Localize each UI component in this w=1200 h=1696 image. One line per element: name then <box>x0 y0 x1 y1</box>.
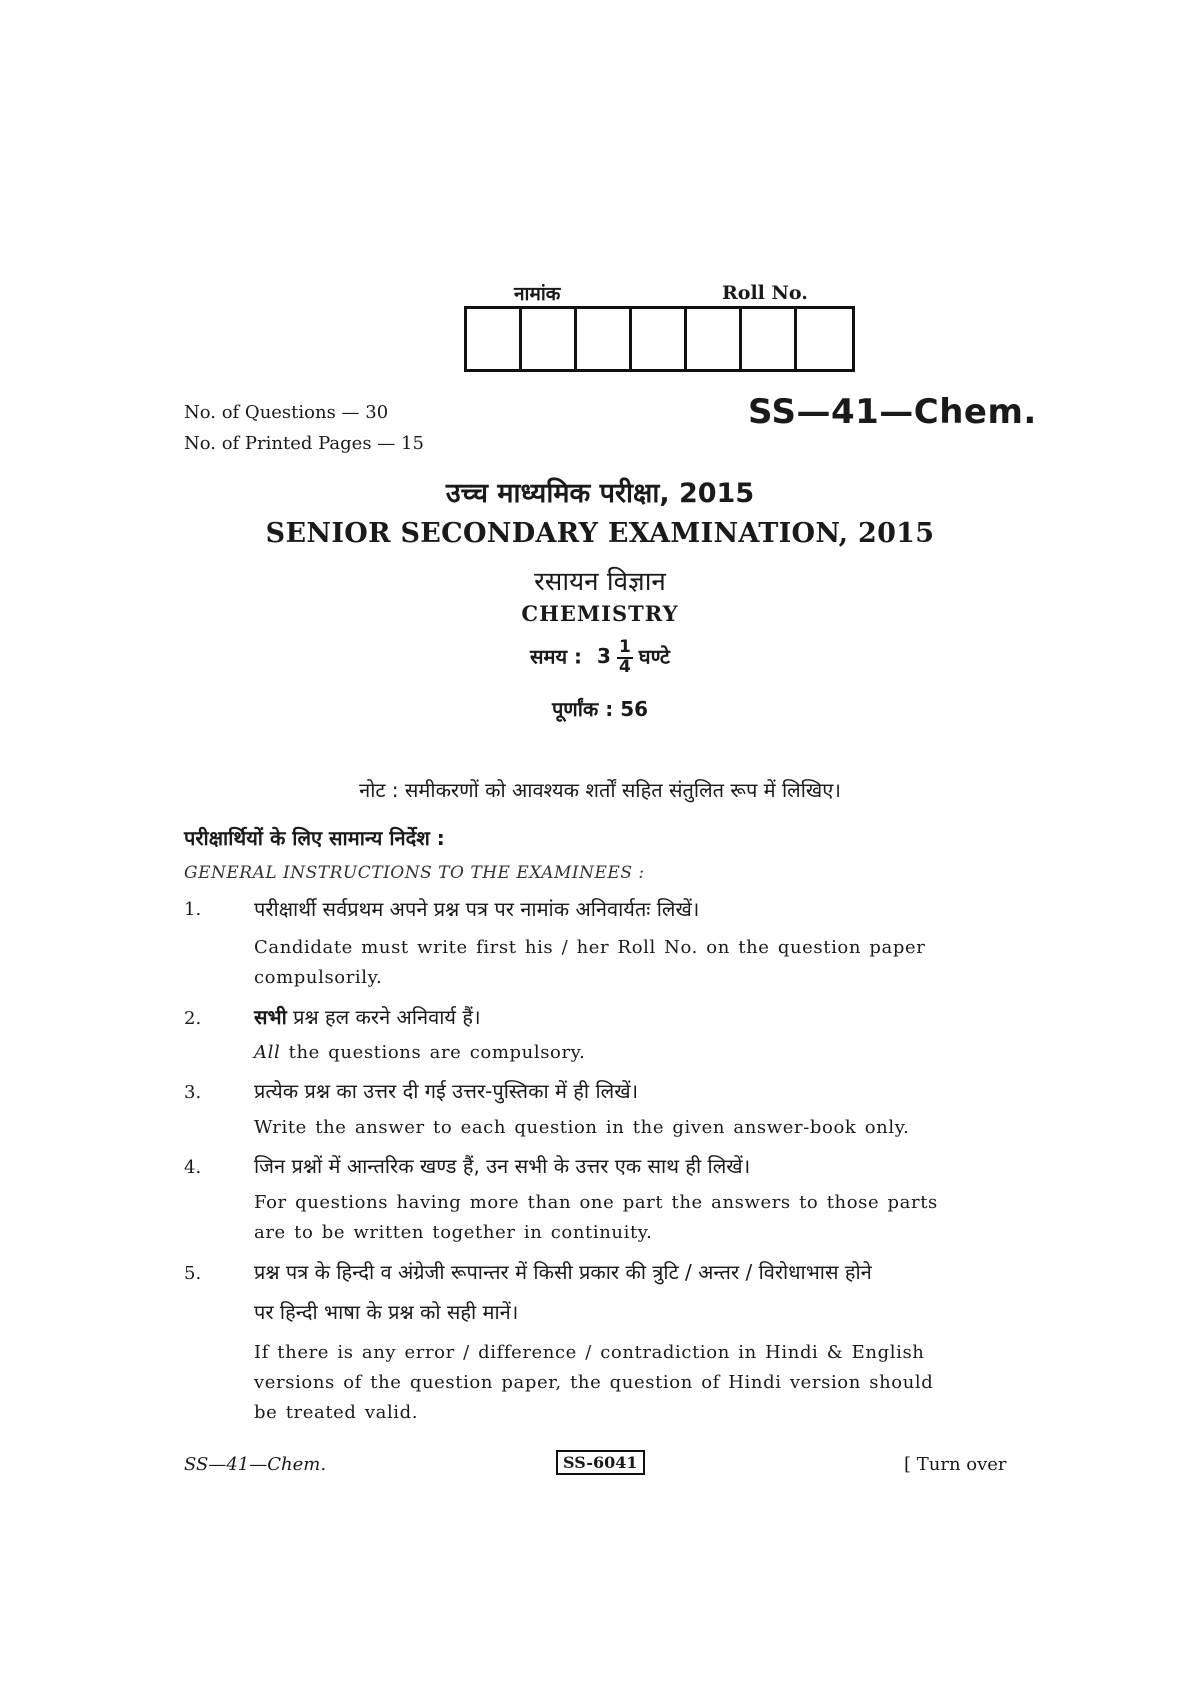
emphasis-all-english: All <box>254 1042 281 1063</box>
instruction-hindi: प्रश्न पत्र के हिन्दी व अंग्रेजी रूपान्तर में किसी प्रकार की त्रुटि / अन्तर / विरोधाभास होने <box>254 1260 872 1284</box>
roll-number-box[interactable] <box>797 309 852 369</box>
instruction-english: compulsorily. <box>254 967 383 988</box>
emphasis-all-hindi: सभी <box>254 1005 287 1029</box>
roll-label-english: Roll No. <box>722 282 808 304</box>
roll-number-box[interactable] <box>632 309 687 369</box>
roll-number-box[interactable] <box>522 309 577 369</box>
instructions-heading-hindi: परीक्षार्थियों के लिए सामान्य निर्देश : <box>184 826 445 850</box>
roll-number-box[interactable] <box>687 309 742 369</box>
fraction-numerator: 1 <box>618 637 631 657</box>
instruction-english: If there is any error / difference / contradiction in Hindi & English <box>254 1342 925 1363</box>
instruction-number: 1. <box>184 899 202 920</box>
time-allowed <box>0 639 1200 677</box>
instruction-hindi: पर हिन्दी भाषा के प्रश्न को सही मानें। <box>254 1300 519 1324</box>
roll-number-box[interactable] <box>577 309 632 369</box>
instruction-english: are to be written together in continuity. <box>254 1222 653 1243</box>
subject-title-english: CHEMISTRY <box>521 601 679 626</box>
subject-title-hindi: रसायन विज्ञान <box>534 567 666 597</box>
time-fraction <box>617 639 633 677</box>
full-marks: पूर्णांक : 56 <box>551 697 649 721</box>
paper-code: SS—41—Chem. <box>748 392 1037 432</box>
instruction-english: be treated valid. <box>254 1402 419 1423</box>
number-of-printed-pages: No. of Printed Pages — 15 <box>184 433 424 454</box>
time-whole: 3 <box>597 644 611 669</box>
roll-number-box[interactable] <box>742 309 797 369</box>
number-of-questions: No. of Questions — 30 <box>184 402 389 423</box>
footer-series-code: SS-6041 <box>556 1450 645 1475</box>
fraction-denominator: 4 <box>618 656 631 677</box>
instruction-english: versions of the question paper, the question of Hindi version should <box>254 1372 934 1393</box>
instruction-number: 2. <box>184 1008 202 1029</box>
instruction-hindi <box>254 1003 481 1030</box>
footer-paper-code: SS—41—Chem. <box>184 1454 327 1475</box>
instruction-hindi: परीक्षार्थी सर्वप्रथम अपने प्रश्न पत्र पर नामांक अनिवार्यतः लिखें। <box>254 897 700 921</box>
footer-center <box>556 1452 645 1473</box>
exam-title-hindi: उच्च माध्यमिक परीक्षा, 2015 <box>445 478 755 509</box>
instruction-english <box>254 1038 1024 1068</box>
turn-over: [ Turn over <box>904 1454 1007 1475</box>
instruction-english: Candidate must write first his / her Roll No. on the question paper <box>254 937 926 958</box>
time-unit: घण्टे <box>638 644 670 669</box>
instruction-number: 4. <box>184 1157 202 1178</box>
instruction-number: 3. <box>184 1082 202 1103</box>
instruction-hindi: जिन प्रश्नों में आन्तरिक खण्ड हैं, उन सभी के उत्तर एक साथ ही लिखें। <box>254 1154 751 1178</box>
instruction-english: For questions having more than one part the answers to those parts <box>254 1192 938 1213</box>
exam-title-english: SENIOR SECONDARY EXAMINATION, 2015 <box>265 518 935 549</box>
roll-number-box[interactable] <box>467 309 522 369</box>
instruction-hindi-text: प्रश्न हल करने अनिवार्य हैं। <box>293 1005 481 1029</box>
instructions-heading-english: GENERAL INSTRUCTIONS TO THE EXAMINEES : <box>184 863 645 883</box>
instruction-number: 5. <box>184 1263 202 1284</box>
instruction-english-text: the questions are compulsory. <box>288 1042 586 1063</box>
time-label: समय : <box>530 644 583 669</box>
note-line: नोट : समीकरणों को आवश्यक शर्तों सहित संतुलित रूप में लिखिए। <box>359 778 841 802</box>
instruction-hindi: प्रत्येक प्रश्न का उत्तर दी गई उत्तर-पुस्तिका में ही लिखें। <box>254 1079 639 1103</box>
instruction-english: Write the answer to each question in the given answer-book only. <box>254 1117 910 1138</box>
roll-number-grid[interactable] <box>464 306 855 372</box>
roll-label-hindi: नामांक <box>514 283 561 305</box>
